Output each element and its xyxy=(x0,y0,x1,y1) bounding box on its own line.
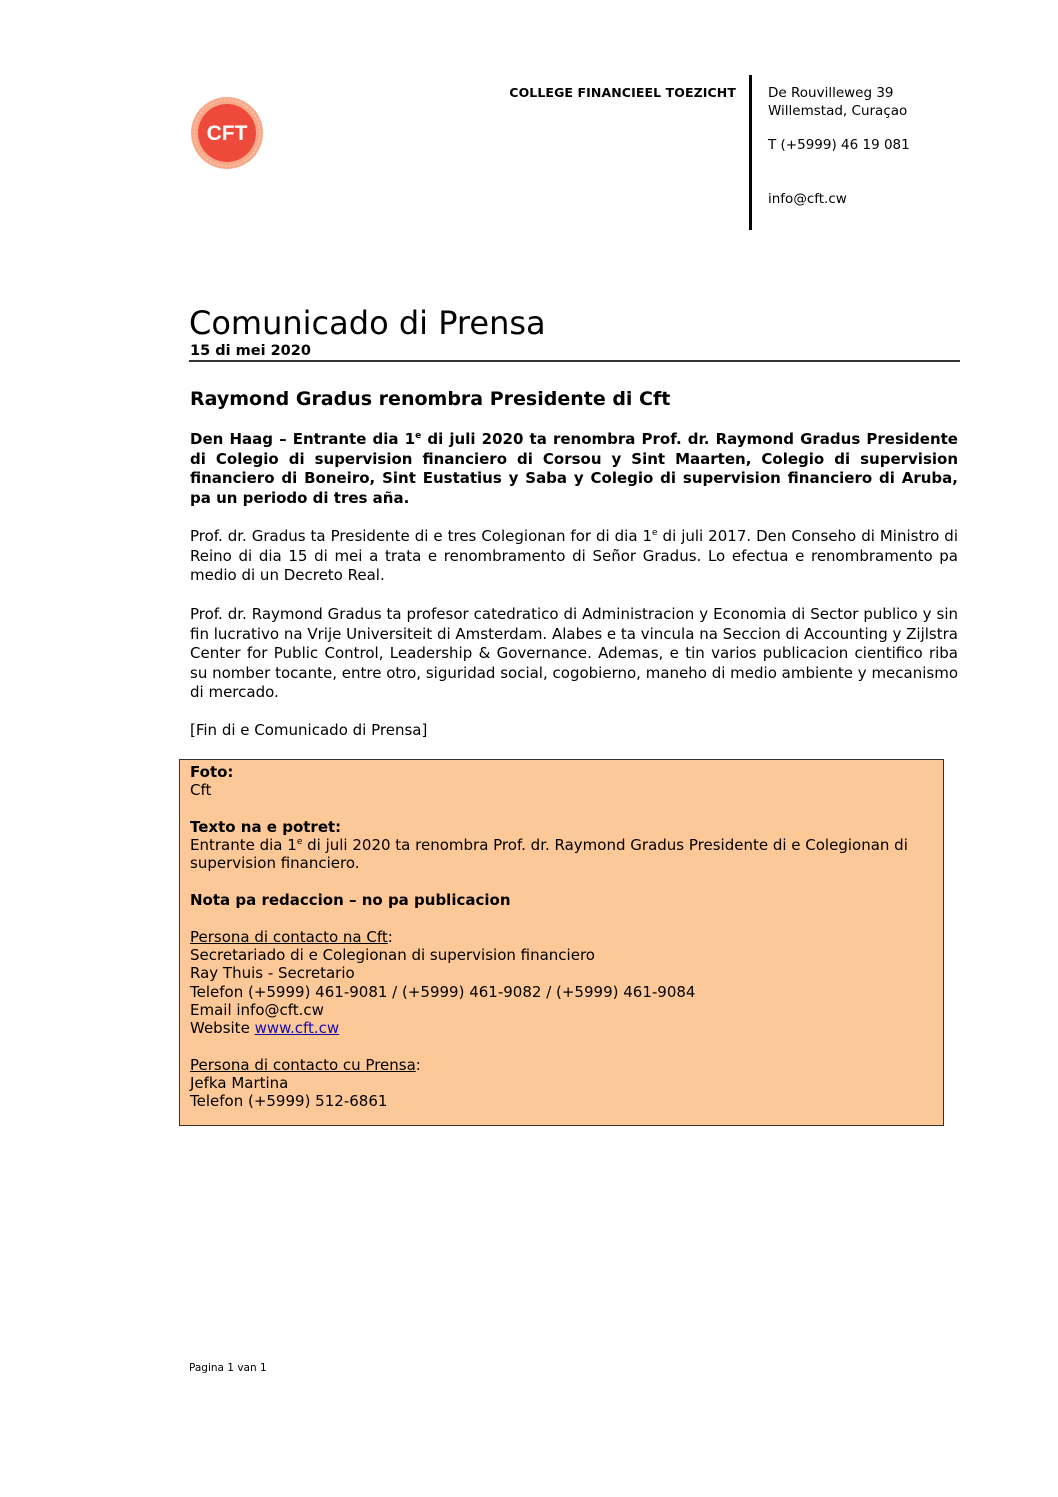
cft-logo xyxy=(190,96,264,170)
website-line: Website www.cft.cw xyxy=(190,1019,340,1038)
title-rule xyxy=(189,360,960,362)
website-link[interactable]: www.cft.cw xyxy=(254,1019,340,1038)
contact-cft-org: Secretariado di e Colegionan di supervision financiero xyxy=(190,945,595,964)
paragraph-biography: Prof. dr. Raymond Gradus ta profesor catedratico di Administracion y Economia di Sector publico y sin fin lucrativo na Vrije Universiteit di Amsterdam. Alabes e ta vincula na Seccion di Accounting y Zijlstra Center for Public Control, Leadership & Governance. Ademas, e tin varios publicacion cientifico riba su nomber tocante, entre otro, siguridad social, cogobierno, maneho di medio ambiente y mecanismo di mercado. xyxy=(190,605,958,702)
header-divider xyxy=(749,75,752,230)
page-number: Pagina 1 van 1 xyxy=(189,1362,267,1374)
nota-label: Nota pa redaccion – no pa publicacion xyxy=(190,891,511,910)
contact-cft-phone: Telefon (+5999) 461-9081 / (+5999) 461-9082 / (+5999) 461-9084 xyxy=(190,982,696,1001)
paragraph-appointment: Prof. dr. Gradus ta Presidente di e tres Colegionan for di dia 1e di juli 2017. Den Conseho di Ministro di Reino di dia 15 di mei a trata e renombramento di Señor Gradus. Lo efectua e renombramento pa medio di un Decreto Real. xyxy=(190,527,958,585)
document-date: 15 di mei 2020 xyxy=(190,343,311,359)
contact-cft-person: Ray Thuis - Secretario xyxy=(190,964,355,983)
address-street: De Rouvilleweg 39 xyxy=(768,85,894,101)
contact-press-phone: Telefon (+5999) 512-6861 xyxy=(190,1092,388,1111)
foto-label: Foto: xyxy=(190,763,234,781)
end-note: [Fin di e Comunicado di Prensa] xyxy=(190,721,428,739)
headline: Raymond Gradus renombra Presidente di Cft xyxy=(190,388,671,410)
caption-label: Texto na e potret: xyxy=(190,817,342,836)
logo-text: CFT xyxy=(206,122,248,145)
address-city: Willemstad, Curaçao xyxy=(768,103,908,119)
header-phone: T (+5999) 46 19 081 xyxy=(768,137,910,153)
page-title: Comunicado di Prensa xyxy=(189,304,546,342)
contact-press-heading: Persona di contacto cu Prensa: xyxy=(190,1055,421,1074)
lead-paragraph: Den Haag – Entrante dia 1e di juli 2020 ta renombra Prof. dr. Raymond Gradus Presidente di Colegio di supervision financiero di Corsou y Sint Maarten, Colegio di supervision financiero di Boneiro, Sint Eustatius y Saba y Colegio di supervision financiero di Aruba, pa un periodo di tres aña. xyxy=(190,430,958,507)
foto-value: Cft xyxy=(190,781,212,800)
org-name: COLLEGE FINANCIEEL TOEZICHT xyxy=(509,85,736,100)
caption-text: Entrante dia 1e di juli 2020 ta renombra Prof. dr. Raymond Gradus Presidente di e Colegionan di supervision financiero. xyxy=(190,836,908,873)
contact-cft-heading: Persona di contacto na Cft: xyxy=(190,927,393,946)
contact-press-person: Jefka Martina xyxy=(190,1074,289,1093)
header-email: info@cft.cw xyxy=(768,191,847,207)
press-info-box xyxy=(179,759,944,1126)
contact-cft-email: Email info@cft.cw xyxy=(190,1000,324,1019)
